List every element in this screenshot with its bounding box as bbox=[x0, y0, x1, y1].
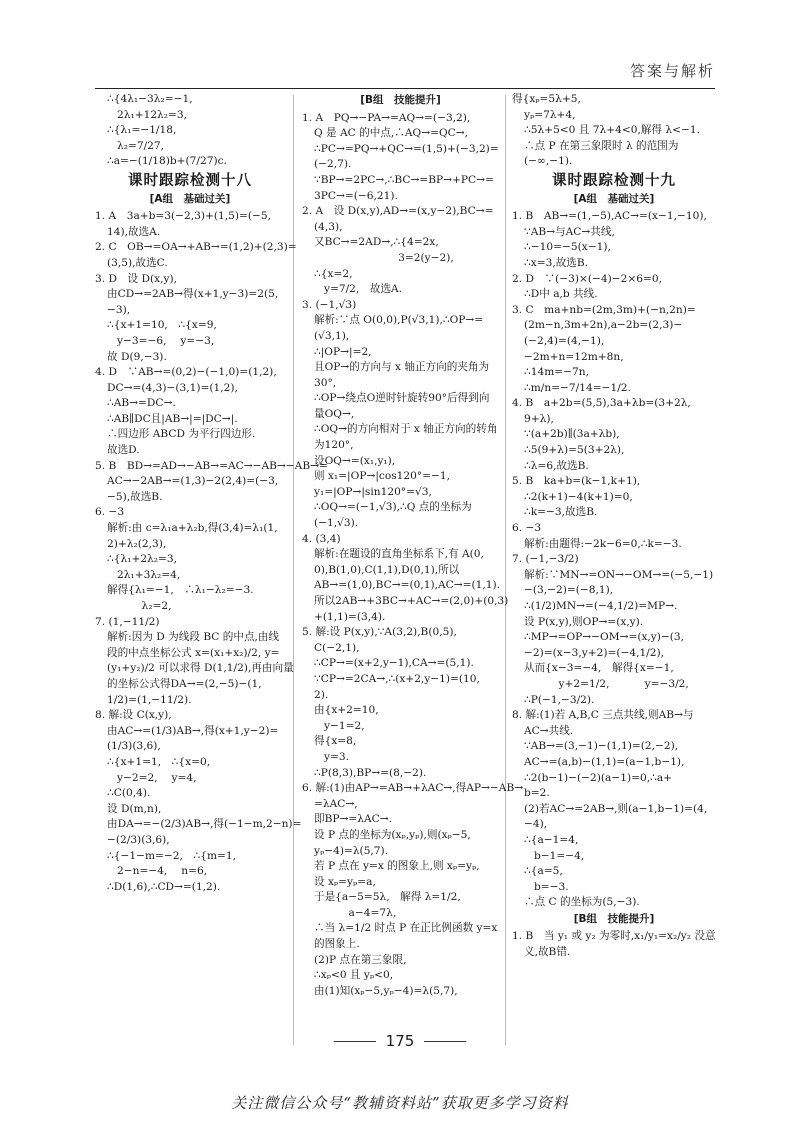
answer-line: 设 xₚ=yₚ=a, bbox=[314, 875, 376, 888]
answer-line: 解析:∵MN→=ON→−OM→=(−5,−1) bbox=[524, 568, 714, 581]
answer-line: +(1,1)=(3,4). bbox=[314, 610, 386, 623]
answer-line: 量OQ→, bbox=[314, 407, 355, 420]
answer-line: ∴{a−1=4, bbox=[524, 833, 579, 846]
answer-line: AC→共线. bbox=[524, 724, 574, 737]
answer-line: ∴P(8,3),BP→=(8,−2). bbox=[314, 766, 427, 779]
answer-line: yₚ−4)=λ(5,7). bbox=[314, 844, 389, 857]
answer-line: 由AC→=(1/3)AB→,得(x+1,y−2)= bbox=[107, 724, 279, 737]
answer-line: ∴−10=−5(x−1), bbox=[524, 241, 611, 254]
answer-line: −4), bbox=[524, 818, 548, 831]
answer-line: ∵BP→=2PC→,∴BC→=BP→+PC→= bbox=[314, 173, 494, 186]
answer-line: (2)若AC→=2AB→,则(a−1,b−1)=(4, bbox=[524, 802, 708, 815]
answer-line: 5. B BD→=AD→−AB→=AC→−AB→−AB→= bbox=[95, 459, 328, 472]
answer-line: 6. −3 bbox=[95, 506, 125, 519]
answer-line: y=7/2, 故选A. bbox=[324, 283, 403, 296]
answer-line: 2λ₁+12λ₂=3, bbox=[117, 108, 188, 121]
answer-line: ∴{x+1=1, ∴{x=0, bbox=[107, 755, 211, 768]
footer-handwritten-note: 关注微信公众号“教辅资料站”获取更多学习资料 bbox=[231, 1094, 569, 1112]
answer-line: 3. D 设 D(x,y), bbox=[95, 272, 177, 285]
answer-line: b=2. bbox=[524, 787, 550, 800]
answer-line: ∴{x=2, bbox=[314, 267, 353, 280]
answer-line: 2. A 设 D(x,y),AD→=(x,y−2),BC→= bbox=[302, 205, 494, 218]
answer-line: ∴x=3,故选B. bbox=[524, 256, 589, 269]
answer-line: 于是{a−5=5λ, 解得 λ=1/2, bbox=[314, 891, 461, 904]
answer-line: 1/2)=(1,−11/2). bbox=[107, 693, 192, 706]
answer-line: ∴14m=−7n, bbox=[524, 366, 589, 379]
answer-line: ∴2(b−1)−(−2)(a−1)=0,∴a+ bbox=[524, 771, 673, 784]
column-2 bbox=[302, 92, 524, 999]
answer-line: 7. (1,−11/2) bbox=[95, 615, 160, 628]
answer-line: ∴{x+1=10, ∴{x=9, bbox=[107, 319, 217, 332]
answer-line: y₁=|OP→|sin120°=√3, bbox=[314, 485, 432, 498]
answer-line: 所以2AB→+3BC→+AC→=(2,0)+(0,3) bbox=[314, 595, 509, 607]
answer-line: AB→=(1,0),BC→=(0,1),AC→=(1,1). bbox=[314, 579, 500, 592]
answer-line: (y₁+y₂)/2 可以求得 D(1,1/2),再由向量 bbox=[107, 662, 294, 675]
answer-line: 3=2(y−2), bbox=[324, 251, 454, 264]
answer-line: ∴OQ→=(−1,√3),∴Q 点的坐标为 bbox=[314, 501, 472, 514]
section-title: 课时跟踪检测十九 bbox=[552, 172, 676, 189]
answer-line: Q 是 AC 的中点,∴AQ→=QC→, bbox=[314, 127, 469, 140]
answer-line: 由{x+2=10, bbox=[314, 704, 379, 717]
answer-line: 解析:在题设的直角坐标系下,有 A(0, bbox=[314, 548, 484, 561]
answer-line: 故选D. bbox=[107, 444, 140, 457]
answer-line: 为120°, bbox=[314, 439, 354, 452]
answer-line: 1. A PQ→−PA→=AQ→=(−3,2), bbox=[302, 111, 471, 124]
answer-line: 3. C ma+nb=(2m,3m)+(−n,2n)= bbox=[512, 303, 696, 316]
answer-line: ∴{λ₁+2λ₂=3, bbox=[107, 553, 178, 566]
answer-line: ∴点 P 在第三象限时 λ 的范围为 bbox=[524, 139, 679, 152]
answer-line: ∴当 λ=1/2 时点 P 在正比例函数 y=x bbox=[314, 922, 498, 935]
answer-line: ∴AB∥DC且|AB→|=|DC→|. bbox=[107, 412, 238, 425]
answer-line: ∴{−1−m=−2, ∴{m=1, bbox=[107, 849, 236, 862]
answer-line: ∴5λ+5<0 且 7λ+4<0,解得 λ<−1. bbox=[524, 124, 700, 137]
answer-line: ∴OP→绕点O逆时针旋转90°后得到向 bbox=[314, 392, 490, 405]
answer-line: ∴CP→=(x+2,y−1),CA→=(5,1). bbox=[314, 657, 474, 670]
answer-line: ∴MP→=OP→−OM→=(x,y)−(3, bbox=[524, 631, 685, 644]
answer-line: λ₂=2, bbox=[117, 600, 172, 612]
answer-line: ∵AB→与AC→共线, bbox=[524, 225, 615, 238]
answer-line: y=3. bbox=[324, 750, 349, 763]
answer-line: 7. (−1,−3/2) bbox=[512, 553, 579, 566]
answer-line: ∴{λ₁=−1/18, bbox=[107, 124, 177, 137]
answer-line: (−∞,−1). bbox=[524, 155, 573, 168]
answer-line: AC→=(a,b)−(1,1)=(a−1,b−1), bbox=[524, 755, 685, 768]
answer-line: 解析:由 c=λ₁a+λ₂b,得(3,4)=λ₁(1, bbox=[107, 522, 278, 535]
answer-line: 若 P 点在 y=x 的图象上,则 xₚ=yₚ, bbox=[314, 860, 480, 873]
answer-line: 30°, bbox=[314, 376, 337, 389]
answer-line: 设OQ→=(x₁,y₁), bbox=[314, 454, 396, 467]
answer-line: (−1,√3). bbox=[314, 517, 359, 530]
answer-line: (√3,1), bbox=[314, 329, 350, 342]
answer-line: −2)=(x−3,y+2)=(−4,1/2), bbox=[524, 646, 664, 659]
answer-line: 设 P 点的坐标为(xₚ,yₚ),则(xₚ−5, bbox=[314, 828, 471, 841]
answer-line: −5),故选B. bbox=[107, 490, 163, 503]
column-3 bbox=[512, 92, 716, 961]
answer-line: 且OP→的方向与 x 轴正方向的夹角为 bbox=[314, 361, 490, 374]
answer-line: 8. 解:设 C(x,y), bbox=[95, 709, 172, 722]
answer-line: 的图象上. bbox=[314, 938, 360, 951]
answer-line: ∴m/n=−7/14=−1/2. bbox=[524, 381, 631, 394]
answer-line: y+2=1/2, y=−3/2, bbox=[534, 677, 689, 690]
answer-line: 2λ₁+3λ₂=4, bbox=[117, 568, 181, 581]
answer-line: 5. 解:设 P(x,y),∵A(3,2),B(0,5), bbox=[302, 626, 457, 639]
answer-line: 1. A 3a+b=3(−2,3)+(1,5)=(−5, bbox=[95, 210, 272, 223]
answer-line: (2)P 点在第三象限, bbox=[314, 953, 407, 966]
answer-line: 2. D ∵(−3)×(−4)−2×6=0, bbox=[512, 272, 663, 285]
answer-line: 3. (−1,√3) bbox=[302, 298, 357, 311]
answer-line: ∴OQ→的方向相对于 x 轴正方向的转角 bbox=[314, 423, 498, 436]
answer-line: 3PC→=(−6,21). bbox=[314, 189, 398, 202]
answer-line: 9+λ), bbox=[524, 412, 554, 425]
page-number bbox=[0, 1032, 800, 1050]
answer-line: =λAC→, bbox=[314, 797, 358, 810]
answer-line: 设 D(m,n), bbox=[107, 802, 162, 815]
answer-line: −3), bbox=[107, 303, 131, 316]
answer-line: −2m+n=12m+8n, bbox=[524, 350, 624, 363]
answer-line: y−1=2, bbox=[324, 719, 365, 732]
answer-line: (−2,4)=(4,−1), bbox=[524, 334, 605, 347]
answer-line: C(−2,1), bbox=[314, 641, 360, 654]
answer-line: (1/3)(3,6), bbox=[107, 740, 161, 753]
page-number-text: 175 bbox=[385, 1032, 415, 1050]
answer-line: 4. D ∵AB→=(0,2)−(−1,0)=(1,2), bbox=[95, 366, 277, 379]
answer-line: b=−3. bbox=[534, 880, 569, 893]
answer-line: yₚ=7λ+4, bbox=[524, 108, 576, 121]
answer-line: ∴P(−1,−3/2). bbox=[524, 693, 595, 706]
column-divider bbox=[293, 95, 294, 1045]
answer-line: (3,5),故选C. bbox=[107, 256, 168, 269]
answer-line: ∴C(0,4). bbox=[107, 787, 151, 800]
answer-line: ∴四边形 ABCD 为平行四边形. bbox=[107, 428, 256, 441]
answer-line: 得{xₚ=5λ+5, bbox=[512, 93, 581, 105]
answer-line: ∴λ=6,故选B. bbox=[524, 459, 589, 472]
answer-line: ∴AB→=DC→. bbox=[107, 397, 176, 410]
answer-line: 由(1)知(xₚ−5,yₚ−4)=λ(5,7), bbox=[314, 984, 458, 997]
answer-line: a−4=7λ, bbox=[324, 906, 397, 919]
answer-line: 即BP→=λAC→. bbox=[314, 813, 392, 826]
answer-line: 又BC→=2AD→,∴{4=2x, bbox=[314, 236, 439, 249]
answer-line: 由DA→=−(2/3)AB→,得(−1−m,2−n)= bbox=[107, 818, 302, 831]
answer-line: y−3=−6, y=−3, bbox=[117, 334, 215, 347]
answer-line: 设 P(x,y),则OP→=(x,y). bbox=[524, 615, 644, 628]
answer-line: 故 D(9,−3). bbox=[107, 350, 167, 363]
group-heading: [A组 基础过关] bbox=[149, 192, 231, 205]
answer-line: 2. C OB→=OA→+AB→=(1,2)+(2,3)= bbox=[95, 241, 297, 254]
section-title: 课时跟踪检测十八 bbox=[128, 172, 252, 189]
answer-line: 的坐标公式得DA→=(2,−5)−(1, bbox=[107, 677, 262, 690]
answer-line: 解得{λ₁=−1, ∴λ₁−λ₂=−3. bbox=[107, 584, 254, 597]
group-heading: [A组 基础过关] bbox=[573, 192, 655, 205]
answer-line: ∴2(k+1)−4(k+1)=0, bbox=[524, 490, 633, 503]
answer-line: 6. −3 bbox=[512, 522, 542, 535]
answer-line: ∴PC→=PQ→+QC→=(1,5)+(−3,2)= bbox=[314, 142, 499, 155]
answer-line: ∵(a+2b)∥(3a+λb), bbox=[524, 428, 620, 441]
group-heading: [B组 技能提升] bbox=[360, 94, 441, 106]
answer-line: 4. B a+2b=(5,5),3a+λb=(3+2λ, bbox=[512, 397, 691, 410]
answer-line: ∴{a=5, bbox=[524, 865, 563, 878]
answer-line: 5. B ka+b=(k−1,k+1), bbox=[512, 475, 641, 488]
answer-line: 2). bbox=[314, 688, 329, 701]
answer-line: ∴a=−(1/18)b+(7/27)c. bbox=[107, 155, 227, 168]
column-divider bbox=[505, 95, 506, 1045]
answer-line: ∴k=−3,故选B. bbox=[524, 506, 598, 519]
header-title: 答案与解析 bbox=[629, 62, 715, 80]
answer-line: 解析:因为 D 为线段 BC 的中点,由线 bbox=[107, 631, 280, 644]
answer-line: DC→=(4,3)−(3,1)=(1,2), bbox=[107, 381, 238, 394]
answer-line: 义,故B错. bbox=[524, 946, 571, 959]
answer-line: y−2=2, y=4, bbox=[117, 771, 197, 784]
answer-line: 6. 解:(1)由AP→=AB→+λAC→,得AP→−AB→ bbox=[302, 782, 524, 795]
answer-line: ∵AB→=(3,−1)−(1,1)=(2,−2), bbox=[524, 740, 679, 753]
answer-line: ∵CP→=2CA→,∴(x+2,y−1)=(10, bbox=[314, 672, 480, 685]
answer-line: 则 x₁=|OP→|cos120°=−1, bbox=[314, 470, 451, 483]
answer-line: (−2,7). bbox=[314, 158, 352, 171]
answer-line: ∴D中 a,b 共线. bbox=[524, 288, 598, 301]
answer-line: ∴(1/2)MN→=(−4,1/2)=MP→. bbox=[524, 600, 678, 612]
answer-line: ∴D(1,6),∴CD→=(1,2). bbox=[107, 880, 221, 893]
answer-line: 解析:由题得:−2k−6=0,∴k=−3. bbox=[524, 537, 682, 550]
answer-line: 解析:∵点 O(0,0),P(√3,1),∴OP→= bbox=[314, 314, 484, 327]
group-heading: [B组 技能提升] bbox=[573, 912, 655, 925]
answer-line: ∴xₚ<0 且 yₚ<0, bbox=[314, 969, 394, 982]
answer-line: 由CD→=2AB→得(x+1,y−3)=2(5, bbox=[107, 288, 279, 301]
answer-line: 0),B(1,0),C(1,1),D(0,1),所以 bbox=[314, 563, 460, 576]
answer-line: ∴5(9+λ)=5(3+2λ), bbox=[524, 444, 625, 457]
page-header bbox=[95, 48, 715, 89]
answer-line: −(3,−2)=(−8,1), bbox=[524, 584, 614, 597]
answer-line: ∴点 C 的坐标为(5,−3). bbox=[524, 896, 640, 909]
answer-line: 14),故选A. bbox=[107, 225, 161, 238]
answer-line: b−1=−4, bbox=[534, 849, 585, 862]
answer-line: 得{x=8, bbox=[314, 735, 357, 748]
answer-line: ∴|OP→|=2, bbox=[314, 345, 372, 358]
answer-line: 8. 解:(1)若 A,B,C 三点共线,则AB→与 bbox=[512, 709, 694, 722]
answer-line: 2−n=−4, n=6, bbox=[117, 865, 208, 878]
answer-line: (2m−n,3m+2n),a−2b=(2,3)− bbox=[524, 319, 683, 332]
dash-right bbox=[424, 1041, 466, 1042]
answer-line: 1. B 当 y₁ 或 y₂ 为零时,x₁/y₁=x₂/y₂ 没意 bbox=[512, 930, 716, 943]
dash-left bbox=[334, 1041, 376, 1042]
answer-line: λ₂=7/27, bbox=[117, 139, 164, 152]
answer-line: (4,3), bbox=[314, 220, 343, 233]
answer-line: 从而{x−3=−4, 解得{x=−1, bbox=[524, 662, 674, 675]
answer-line: 2)+λ₂(2,3), bbox=[107, 537, 167, 550]
answer-line: 4. (3,4) bbox=[302, 532, 341, 545]
answer-line: AC→−2AB→=(1,3)−2(2,4)=(−3, bbox=[107, 475, 279, 488]
answer-line: −(2/3)(3,6), bbox=[107, 833, 170, 846]
answer-line: 段的中点坐标公式 x=(x₁+x₂)/2, y= bbox=[107, 646, 280, 659]
answer-line: 1. B AB→=(1,−5),AC→=(x−1,−10), bbox=[512, 210, 707, 223]
answer-line: ∴{4λ₁−3λ₂=−1, bbox=[107, 93, 193, 105]
